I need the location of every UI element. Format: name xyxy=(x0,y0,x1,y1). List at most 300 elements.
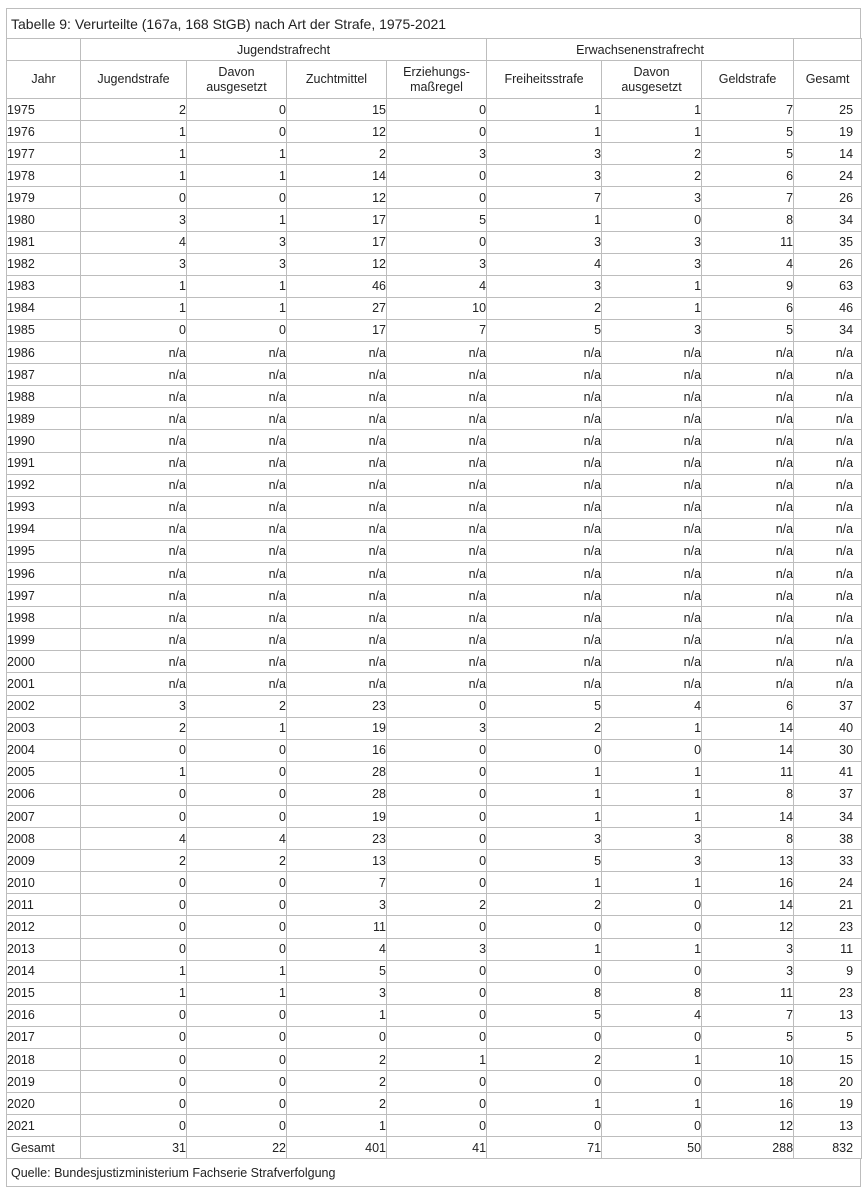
value-cell: n/a xyxy=(602,585,702,607)
column-header: Freiheitsstrafe xyxy=(487,61,602,99)
year-cell: 2009 xyxy=(7,850,81,872)
value-cell: n/a xyxy=(794,585,862,607)
value-cell: 0 xyxy=(81,1093,187,1115)
value-cell: n/a xyxy=(487,452,602,474)
value-cell: 1 xyxy=(602,121,702,143)
year-cell: 1976 xyxy=(7,121,81,143)
value-cell: 0 xyxy=(602,960,702,982)
table-row xyxy=(7,1071,862,1093)
value-cell: n/a xyxy=(187,496,287,518)
value-cell: 0 xyxy=(387,1115,487,1137)
table-row xyxy=(7,452,862,474)
value-cell: 14 xyxy=(287,165,387,187)
value-cell: 1 xyxy=(487,121,602,143)
table-container xyxy=(6,8,861,1187)
value-cell: 4 xyxy=(487,253,602,275)
value-cell: 3 xyxy=(702,938,794,960)
value-cell: 13 xyxy=(287,850,387,872)
value-cell: n/a xyxy=(81,540,187,562)
value-cell: 33 xyxy=(794,850,862,872)
value-cell: 5 xyxy=(487,1004,602,1026)
value-cell: n/a xyxy=(287,408,387,430)
value-cell: 37 xyxy=(794,695,862,717)
value-cell: 3 xyxy=(487,165,602,187)
value-cell: n/a xyxy=(287,496,387,518)
value-cell: 4 xyxy=(702,253,794,275)
value-cell: 6 xyxy=(702,695,794,717)
value-cell: 0 xyxy=(187,739,287,761)
value-cell: 19 xyxy=(287,717,387,739)
value-cell: 1 xyxy=(487,99,602,121)
value-cell: 3 xyxy=(187,253,287,275)
value-cell: 0 xyxy=(387,1093,487,1115)
table-row xyxy=(7,275,862,297)
value-cell: 1 xyxy=(487,761,602,783)
value-cell: 20 xyxy=(794,1071,862,1093)
value-cell: 1 xyxy=(602,1049,702,1071)
value-cell: n/a xyxy=(387,408,487,430)
value-cell: n/a xyxy=(387,452,487,474)
value-cell: 23 xyxy=(287,828,387,850)
value-cell: 13 xyxy=(794,1004,862,1026)
value-cell: 3 xyxy=(387,253,487,275)
value-cell: n/a xyxy=(794,673,862,695)
value-cell: 0 xyxy=(387,872,487,894)
value-cell: 5 xyxy=(387,209,487,231)
value-cell: n/a xyxy=(794,540,862,562)
value-cell: n/a xyxy=(387,430,487,452)
value-cell: 24 xyxy=(794,872,862,894)
value-cell: n/a xyxy=(81,496,187,518)
value-cell: 0 xyxy=(187,916,287,938)
value-cell: n/a xyxy=(81,342,187,364)
year-cell: 2012 xyxy=(7,916,81,938)
value-cell: n/a xyxy=(702,585,794,607)
value-cell: 11 xyxy=(702,231,794,253)
value-cell: 3 xyxy=(487,275,602,297)
value-cell: 63 xyxy=(794,275,862,297)
value-cell: 1 xyxy=(187,143,287,165)
value-cell: n/a xyxy=(794,342,862,364)
value-cell: 0 xyxy=(81,319,187,341)
value-cell: 3 xyxy=(81,209,187,231)
value-cell: 2 xyxy=(81,850,187,872)
value-cell: n/a xyxy=(602,540,702,562)
value-cell: 0 xyxy=(187,1115,287,1137)
value-cell: 0 xyxy=(187,1093,287,1115)
year-cell: 1985 xyxy=(7,319,81,341)
year-cell: 2010 xyxy=(7,872,81,894)
value-cell: 2 xyxy=(602,143,702,165)
year-cell: 1981 xyxy=(7,231,81,253)
value-cell: 5 xyxy=(702,1026,794,1048)
value-cell: n/a xyxy=(794,408,862,430)
value-cell: n/a xyxy=(702,430,794,452)
value-cell: 34 xyxy=(794,209,862,231)
value-cell: 0 xyxy=(187,806,287,828)
value-cell: 0 xyxy=(187,761,287,783)
year-cell: 1980 xyxy=(7,209,81,231)
column-header: Geldstrafe xyxy=(702,61,794,99)
value-cell: 0 xyxy=(602,1071,702,1093)
value-cell: 1 xyxy=(81,960,187,982)
value-cell: n/a xyxy=(387,364,487,386)
value-cell: 3 xyxy=(602,231,702,253)
value-cell: 19 xyxy=(794,1093,862,1115)
value-cell: n/a xyxy=(387,651,487,673)
value-cell: 0 xyxy=(602,209,702,231)
value-cell: 3 xyxy=(81,253,187,275)
table-row xyxy=(7,386,862,408)
value-cell: 0 xyxy=(387,739,487,761)
table-row xyxy=(7,717,862,739)
value-cell: n/a xyxy=(487,496,602,518)
table-row xyxy=(7,783,862,805)
value-cell: 0 xyxy=(187,1071,287,1093)
value-cell: 0 xyxy=(387,121,487,143)
column-header: Jugendstrafe xyxy=(81,61,187,99)
value-cell: n/a xyxy=(794,607,862,629)
value-cell: 28 xyxy=(287,783,387,805)
value-cell: n/a xyxy=(602,673,702,695)
value-cell: 26 xyxy=(794,253,862,275)
value-cell: n/a xyxy=(487,585,602,607)
value-cell: 1 xyxy=(187,165,287,187)
value-cell: n/a xyxy=(794,518,862,540)
value-cell: n/a xyxy=(702,629,794,651)
value-cell: 0 xyxy=(187,187,287,209)
value-cell: 401 xyxy=(287,1137,387,1159)
value-cell: n/a xyxy=(487,342,602,364)
table-row xyxy=(7,518,862,540)
table-row xyxy=(7,673,862,695)
value-cell: n/a xyxy=(187,474,287,496)
value-cell: n/a xyxy=(287,364,387,386)
table-row xyxy=(7,629,862,651)
value-cell: 0 xyxy=(187,894,287,916)
value-cell: n/a xyxy=(702,673,794,695)
value-cell: 8 xyxy=(702,828,794,850)
year-cell: 2000 xyxy=(7,651,81,673)
value-cell: 9 xyxy=(702,275,794,297)
value-cell: 2 xyxy=(487,1049,602,1071)
value-cell: 3 xyxy=(487,143,602,165)
value-cell: n/a xyxy=(702,408,794,430)
value-cell: 0 xyxy=(187,319,287,341)
value-cell: 15 xyxy=(287,99,387,121)
value-cell: 1 xyxy=(81,761,187,783)
value-cell: 11 xyxy=(702,982,794,1004)
value-cell: 0 xyxy=(187,872,287,894)
value-cell: 23 xyxy=(794,916,862,938)
year-cell: 1996 xyxy=(7,562,81,584)
table-row xyxy=(7,850,862,872)
value-cell: n/a xyxy=(794,474,862,496)
value-cell: 0 xyxy=(602,1115,702,1137)
table-row xyxy=(7,916,862,938)
value-cell: n/a xyxy=(602,607,702,629)
value-cell: 1 xyxy=(602,275,702,297)
value-cell: 1 xyxy=(602,783,702,805)
value-cell: 0 xyxy=(81,916,187,938)
value-cell: 3 xyxy=(287,894,387,916)
table-row xyxy=(7,121,862,143)
value-cell: n/a xyxy=(287,540,387,562)
value-cell: 11 xyxy=(794,938,862,960)
value-cell: 2 xyxy=(487,894,602,916)
value-cell: 38 xyxy=(794,828,862,850)
value-cell: n/a xyxy=(81,629,187,651)
value-cell: n/a xyxy=(702,386,794,408)
table-row xyxy=(7,894,862,916)
column-header: Jahr xyxy=(7,61,81,99)
value-cell: 0 xyxy=(187,1004,287,1026)
year-cell: 1998 xyxy=(7,607,81,629)
value-cell: 16 xyxy=(702,1093,794,1115)
year-cell: 2020 xyxy=(7,1093,81,1115)
value-cell: 22 xyxy=(187,1137,287,1159)
value-cell: 4 xyxy=(602,1004,702,1026)
year-cell: 1995 xyxy=(7,540,81,562)
value-cell: 1 xyxy=(487,806,602,828)
value-cell: 17 xyxy=(287,209,387,231)
source-note: Quelle: Bundesjustizministerium Fachserie Strafverfolgung xyxy=(6,1159,861,1187)
value-cell: 2 xyxy=(487,717,602,739)
value-cell: n/a xyxy=(81,518,187,540)
value-cell: 3 xyxy=(387,143,487,165)
value-cell: n/a xyxy=(602,474,702,496)
table-row xyxy=(7,474,862,496)
value-cell: 14 xyxy=(794,143,862,165)
value-cell: 16 xyxy=(287,739,387,761)
value-cell: 0 xyxy=(187,1049,287,1071)
value-cell: 3 xyxy=(602,850,702,872)
value-cell: 2 xyxy=(487,297,602,319)
table-row xyxy=(7,1115,862,1137)
value-cell: 1 xyxy=(81,982,187,1004)
value-cell: 26 xyxy=(794,187,862,209)
value-cell: n/a xyxy=(387,629,487,651)
value-cell: 1 xyxy=(81,165,187,187)
value-cell: n/a xyxy=(702,518,794,540)
value-cell: n/a xyxy=(702,452,794,474)
value-cell: 1 xyxy=(81,143,187,165)
value-cell: 2 xyxy=(187,695,287,717)
table-row xyxy=(7,319,862,341)
value-cell: 3 xyxy=(602,319,702,341)
value-cell: 0 xyxy=(387,916,487,938)
value-cell: 14 xyxy=(702,806,794,828)
value-cell: 0 xyxy=(387,960,487,982)
group-header-jugendstrafrecht: Jugendstrafrecht xyxy=(81,39,487,61)
value-cell: 0 xyxy=(81,1004,187,1026)
year-cell: 1989 xyxy=(7,408,81,430)
value-cell: n/a xyxy=(187,364,287,386)
value-cell: n/a xyxy=(81,673,187,695)
value-cell: 12 xyxy=(287,253,387,275)
value-cell: 1 xyxy=(602,717,702,739)
value-cell: 3 xyxy=(287,982,387,1004)
value-cell: n/a xyxy=(702,607,794,629)
table-row xyxy=(7,408,862,430)
value-cell: 1 xyxy=(487,872,602,894)
year-cell: 2017 xyxy=(7,1026,81,1048)
value-cell: n/a xyxy=(487,408,602,430)
value-cell: 7 xyxy=(487,187,602,209)
table-row xyxy=(7,938,862,960)
value-cell: 0 xyxy=(387,761,487,783)
value-cell: 0 xyxy=(187,1026,287,1048)
value-cell: n/a xyxy=(81,651,187,673)
value-cell: 6 xyxy=(702,165,794,187)
value-cell: 16 xyxy=(702,872,794,894)
value-cell: 14 xyxy=(702,894,794,916)
value-cell: 18 xyxy=(702,1071,794,1093)
value-cell: 15 xyxy=(794,1049,862,1071)
value-cell: n/a xyxy=(387,673,487,695)
table-row xyxy=(7,253,862,275)
value-cell: 0 xyxy=(387,231,487,253)
table-row xyxy=(7,872,862,894)
value-cell: 5 xyxy=(487,319,602,341)
value-cell: n/a xyxy=(487,651,602,673)
value-cell: n/a xyxy=(287,562,387,584)
value-cell: 4 xyxy=(187,828,287,850)
value-cell: 1 xyxy=(287,1004,387,1026)
value-cell: 6 xyxy=(702,297,794,319)
value-cell: 46 xyxy=(287,275,387,297)
value-cell: 13 xyxy=(794,1115,862,1137)
group-header-erwachsenenstrafrecht: Erwachsenenstrafrecht xyxy=(487,39,794,61)
value-cell: 1 xyxy=(81,121,187,143)
value-cell: n/a xyxy=(794,430,862,452)
group-header-row xyxy=(7,39,862,61)
value-cell: 23 xyxy=(287,695,387,717)
value-cell: 34 xyxy=(794,319,862,341)
value-cell: 25 xyxy=(794,99,862,121)
year-cell: 2001 xyxy=(7,673,81,695)
value-cell: 7 xyxy=(702,187,794,209)
table-row xyxy=(7,496,862,518)
value-cell: 17 xyxy=(287,319,387,341)
value-cell: 3 xyxy=(187,231,287,253)
value-cell: n/a xyxy=(794,629,862,651)
value-cell: n/a xyxy=(602,386,702,408)
value-cell: 1 xyxy=(187,960,287,982)
value-cell: 2 xyxy=(287,1071,387,1093)
value-cell: 71 xyxy=(487,1137,602,1159)
value-cell: n/a xyxy=(602,364,702,386)
value-cell: n/a xyxy=(602,562,702,584)
value-cell: 12 xyxy=(702,1115,794,1137)
value-cell: n/a xyxy=(81,474,187,496)
value-cell: 0 xyxy=(81,1071,187,1093)
column-header: Zuchtmittel xyxy=(287,61,387,99)
value-cell: n/a xyxy=(187,518,287,540)
table-row xyxy=(7,828,862,850)
value-cell: n/a xyxy=(81,607,187,629)
value-cell: 0 xyxy=(602,1026,702,1048)
value-cell: n/a xyxy=(187,430,287,452)
value-cell: n/a xyxy=(81,364,187,386)
value-cell: n/a xyxy=(487,386,602,408)
value-cell: 3 xyxy=(387,717,487,739)
table-row xyxy=(7,209,862,231)
value-cell: 28 xyxy=(287,761,387,783)
value-cell: 0 xyxy=(387,1026,487,1048)
value-cell: 17 xyxy=(287,231,387,253)
value-cell: 3 xyxy=(487,828,602,850)
column-header: Davon ausgesetzt xyxy=(187,61,287,99)
year-cell: 1994 xyxy=(7,518,81,540)
value-cell: 3 xyxy=(602,187,702,209)
year-cell: 1982 xyxy=(7,253,81,275)
value-cell: 0 xyxy=(81,894,187,916)
value-cell: 0 xyxy=(81,1049,187,1071)
value-cell: 0 xyxy=(81,806,187,828)
year-cell: 1977 xyxy=(7,143,81,165)
table-row xyxy=(7,806,862,828)
value-cell: 0 xyxy=(387,695,487,717)
value-cell: n/a xyxy=(487,540,602,562)
value-cell: 0 xyxy=(187,99,287,121)
value-cell: 10 xyxy=(387,297,487,319)
value-cell: 40 xyxy=(794,717,862,739)
value-cell: 34 xyxy=(794,806,862,828)
value-cell: n/a xyxy=(487,607,602,629)
value-cell: 0 xyxy=(387,1071,487,1093)
value-cell: n/a xyxy=(387,342,487,364)
year-cell: 2021 xyxy=(7,1115,81,1137)
value-cell: 1 xyxy=(81,275,187,297)
value-cell: n/a xyxy=(794,562,862,584)
value-cell: n/a xyxy=(387,607,487,629)
column-header: Davon ausgesetzt xyxy=(602,61,702,99)
year-cell: 2007 xyxy=(7,806,81,828)
value-cell: 4 xyxy=(602,695,702,717)
year-cell: 1999 xyxy=(7,629,81,651)
year-cell: 1983 xyxy=(7,275,81,297)
year-cell: Gesamt xyxy=(7,1137,81,1159)
total-row xyxy=(7,1137,862,1159)
value-cell: 0 xyxy=(387,982,487,1004)
value-cell: 1 xyxy=(487,938,602,960)
value-cell: n/a xyxy=(81,430,187,452)
value-cell: n/a xyxy=(602,408,702,430)
value-cell: 0 xyxy=(81,1026,187,1048)
value-cell: 3 xyxy=(702,960,794,982)
value-cell: n/a xyxy=(602,518,702,540)
value-cell: 3 xyxy=(387,938,487,960)
value-cell: 7 xyxy=(702,99,794,121)
column-header: Erziehungs-maßregel xyxy=(387,61,487,99)
value-cell: 1 xyxy=(487,1093,602,1115)
value-cell: 288 xyxy=(702,1137,794,1159)
value-cell: 2 xyxy=(287,1093,387,1115)
value-cell: 0 xyxy=(287,1026,387,1048)
value-cell: n/a xyxy=(702,364,794,386)
value-cell: n/a xyxy=(81,585,187,607)
value-cell: 2 xyxy=(287,1049,387,1071)
value-cell: n/a xyxy=(487,518,602,540)
year-cell: 2005 xyxy=(7,761,81,783)
value-cell: 3 xyxy=(487,231,602,253)
value-cell: n/a xyxy=(794,651,862,673)
value-cell: n/a xyxy=(487,673,602,695)
value-cell: 0 xyxy=(81,872,187,894)
value-cell: 8 xyxy=(487,982,602,1004)
value-cell: 5 xyxy=(702,143,794,165)
